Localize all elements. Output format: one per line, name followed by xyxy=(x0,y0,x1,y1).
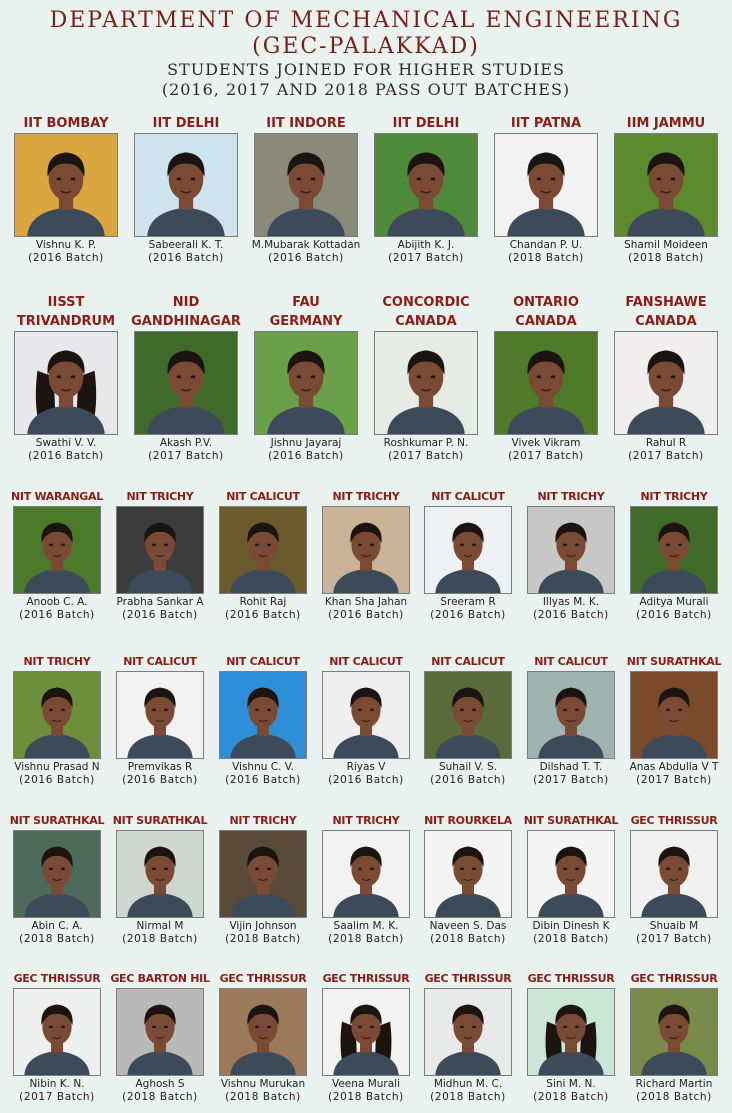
institution-label: GEC BARTON HIL xyxy=(110,972,210,985)
student-card xyxy=(126,116,246,265)
student-name: Sini M. N. xyxy=(546,1078,596,1090)
student-photo xyxy=(322,671,410,759)
student-name: Vivek Vikram xyxy=(511,437,581,449)
institution-label: NIT CALICUT xyxy=(431,655,505,668)
student-name: Vishnu Prasad N xyxy=(14,761,100,773)
student-photo xyxy=(494,331,598,435)
student-photo xyxy=(116,988,204,1076)
institution-label: NIT CALICUT xyxy=(226,490,300,503)
student-batch: (2016 Batch) xyxy=(430,609,506,621)
student-name: Sabeerali K. T. xyxy=(148,239,224,251)
student-name: Abijith K. J. xyxy=(397,239,455,251)
student-name: Riyas V xyxy=(346,761,386,773)
student-batch: (2018 Batch) xyxy=(533,1091,609,1103)
student-card xyxy=(519,655,623,787)
student-card xyxy=(5,655,109,787)
student-name: Suhail V. S. xyxy=(438,761,498,773)
institution-label: IIT INDORE xyxy=(266,116,346,131)
student-name: Nibin K. N. xyxy=(29,1078,85,1090)
student-name: Richard Martin xyxy=(635,1078,713,1090)
institution-label: NIT TRICHY xyxy=(229,814,297,827)
student-photo xyxy=(322,506,410,594)
student-card xyxy=(519,972,623,1104)
student-name: Rahul R xyxy=(645,437,687,449)
student-name: Dilshad T. T. xyxy=(539,761,603,773)
institution-label: GEC THRISSUR xyxy=(13,972,101,985)
student-card xyxy=(5,490,109,622)
student-photo xyxy=(322,830,410,918)
institution-label: NIT CALICUT xyxy=(534,655,608,668)
student-photo xyxy=(424,671,512,759)
institution-label: NIT TRICHY xyxy=(332,490,400,503)
student-batch: (2018 Batch) xyxy=(328,1091,404,1103)
student-name: Dibin Dinesh K xyxy=(532,920,610,932)
student-photo xyxy=(13,506,101,594)
student-card xyxy=(108,490,212,622)
student-batch: (2016 Batch) xyxy=(328,774,404,786)
student-name: Akash P.V. xyxy=(159,437,213,449)
institution-label: NIT TRICHY xyxy=(126,490,194,503)
student-batch: (2016 Batch) xyxy=(225,774,301,786)
student-photo xyxy=(630,506,718,594)
student-photo xyxy=(494,133,598,237)
student-photo xyxy=(14,331,118,435)
student-photo xyxy=(254,133,358,237)
institution-label: ONTARIO CANADA xyxy=(513,295,579,329)
institution-label: NIT SURATHKAL xyxy=(523,814,619,827)
student-name: Swathi V. V. xyxy=(35,437,97,449)
student-batch: (2017 Batch) xyxy=(508,450,584,462)
student-name: Premvikas R xyxy=(127,761,193,773)
institution-label: NIT TRICHY xyxy=(537,490,605,503)
student-name: Vijin Johnson xyxy=(229,920,297,932)
institution-label: NIT TRICHY xyxy=(640,490,708,503)
student-photo xyxy=(13,988,101,1076)
student-card xyxy=(606,116,726,265)
institution-label: NID GANDHINAGAR xyxy=(131,295,241,329)
student-card xyxy=(211,972,315,1104)
institution-label: NIT SURATHKAL xyxy=(112,814,208,827)
student-name: Anoob C. A. xyxy=(26,596,88,608)
institution-label: NIT SURATHKAL xyxy=(9,814,105,827)
student-batch: (2016 Batch) xyxy=(430,774,506,786)
student-card xyxy=(519,490,623,622)
student-card xyxy=(5,972,109,1104)
student-photo xyxy=(13,671,101,759)
student-batch: (2016 Batch) xyxy=(19,774,95,786)
student-photo xyxy=(424,506,512,594)
student-photo xyxy=(614,133,718,237)
institution-label: FANSHAWE CANADA xyxy=(625,295,707,329)
student-name: Nirmal M xyxy=(136,920,184,932)
student-card xyxy=(314,490,418,622)
student-batch: (2016 Batch) xyxy=(28,450,104,462)
student-name: Saalim M. K. xyxy=(333,920,399,932)
student-name: Aditya Murali xyxy=(639,596,709,608)
student-card xyxy=(314,972,418,1104)
title-line-1: DEPARTMENT OF MECHANICAL ENGINEERING xyxy=(49,8,683,33)
student-name: Aghosh S xyxy=(135,1078,185,1090)
student-batch: (2016 Batch) xyxy=(122,609,198,621)
student-card xyxy=(606,295,726,463)
institution-label: NIT CALICUT xyxy=(123,655,197,668)
student-batch: (2016 Batch) xyxy=(636,609,712,621)
student-photo xyxy=(424,830,512,918)
student-photo xyxy=(374,133,478,237)
student-card xyxy=(416,814,520,946)
student-name: Veena Murali xyxy=(331,1078,400,1090)
student-batch: (2018 Batch) xyxy=(533,933,609,945)
institution-label: GEC THRISSUR xyxy=(630,814,718,827)
student-batch: (2016 Batch) xyxy=(148,252,224,264)
student-card xyxy=(211,490,315,622)
institution-label: IIT DELHI xyxy=(152,116,220,131)
student-name: Shamil Moideen xyxy=(624,239,708,251)
student-card xyxy=(486,116,606,265)
student-card xyxy=(519,814,623,946)
institution-label: NIT CALICUT xyxy=(329,655,403,668)
student-name: Vishnu C. V. xyxy=(232,761,294,773)
student-photo xyxy=(219,506,307,594)
institution-label: IIT BOMBAY xyxy=(23,116,109,131)
student-card xyxy=(416,655,520,787)
student-card xyxy=(108,655,212,787)
student-card xyxy=(486,295,606,463)
student-card xyxy=(246,116,366,265)
student-name: Vishnu K. P. xyxy=(35,239,97,251)
student-photo xyxy=(424,988,512,1076)
institution-label: CONCORDIC CANADA xyxy=(382,295,470,329)
student-batch: (2016 Batch) xyxy=(268,450,344,462)
student-batch: (2017 Batch) xyxy=(636,933,712,945)
student-batch: (2018 Batch) xyxy=(19,933,95,945)
student-card xyxy=(622,972,726,1104)
institution-label: NIT CALICUT xyxy=(226,655,300,668)
institution-label: NIT WARANGAL xyxy=(11,490,103,503)
title-line-2: (GEC-PALAKKAD) xyxy=(252,34,480,59)
student-name: Shuaib M xyxy=(649,920,699,932)
student-name: Prabha Sankar A xyxy=(116,596,204,608)
student-photo xyxy=(134,133,238,237)
student-photo xyxy=(527,988,615,1076)
subtitle-line-2: (2016, 2017 AND 2018 PASS OUT BATCHES) xyxy=(161,80,571,99)
student-photo xyxy=(134,331,238,435)
student-photo xyxy=(116,830,204,918)
institution-label: IISST TRIVANDRUM xyxy=(16,295,116,329)
student-card xyxy=(622,655,726,787)
institution-label: FAU GERMANY xyxy=(269,295,343,329)
institution-label: GEC THRISSUR xyxy=(219,972,307,985)
student-name: Chandan P. U. xyxy=(509,239,583,251)
student-batch: (2018 Batch) xyxy=(636,1091,712,1103)
student-name: Illyas M. K. xyxy=(542,596,600,608)
student-batch: (2016 Batch) xyxy=(533,609,609,621)
institution-label: GEC THRISSUR xyxy=(424,972,512,985)
subtitle-line-1: STUDENTS JOINED FOR HIGHER STUDIES xyxy=(167,60,565,79)
student-batch: (2016 Batch) xyxy=(28,252,104,264)
student-photo xyxy=(614,331,718,435)
institution-label: IIT DELHI xyxy=(392,116,460,131)
student-batch: (2016 Batch) xyxy=(19,609,95,621)
student-name: Rohit Raj xyxy=(239,596,287,608)
student-batch: (2017 Batch) xyxy=(388,252,464,264)
student-photo xyxy=(13,830,101,918)
student-card xyxy=(416,490,520,622)
student-batch: (2018 Batch) xyxy=(122,933,198,945)
student-photo xyxy=(374,331,478,435)
student-photo xyxy=(322,988,410,1076)
student-name: Sreeram R xyxy=(440,596,496,608)
student-name: Anas Abdulla V T xyxy=(629,761,719,773)
student-batch: (2016 Batch) xyxy=(268,252,344,264)
student-card xyxy=(6,295,126,463)
institution-label: IIT PATNA xyxy=(510,116,582,131)
student-batch: (2017 Batch) xyxy=(148,450,224,462)
student-photo xyxy=(219,830,307,918)
student-batch: (2017 Batch) xyxy=(19,1091,95,1103)
institution-label: GEC THRISSUR xyxy=(322,972,410,985)
student-photo xyxy=(254,331,358,435)
student-photo xyxy=(630,988,718,1076)
institution-label: NIT CALICUT xyxy=(431,490,505,503)
student-name: Naveen S. Das xyxy=(429,920,507,932)
student-card xyxy=(366,116,486,265)
institution-label: IIM JAMMU xyxy=(626,116,706,131)
student-batch: (2018 Batch) xyxy=(628,252,704,264)
student-photo xyxy=(14,133,118,237)
student-card xyxy=(366,295,486,463)
student-name: Roshkumar P. N. xyxy=(383,437,469,449)
student-card xyxy=(416,972,520,1104)
student-card xyxy=(211,655,315,787)
student-batch: (2016 Batch) xyxy=(122,774,198,786)
student-photo xyxy=(527,830,615,918)
student-photo xyxy=(116,671,204,759)
student-batch: (2018 Batch) xyxy=(430,1091,506,1103)
student-card xyxy=(314,655,418,787)
institution-label: NIT ROURKELA xyxy=(424,814,512,827)
student-photo xyxy=(219,988,307,1076)
student-batch: (2018 Batch) xyxy=(122,1091,198,1103)
student-card xyxy=(211,814,315,946)
student-card xyxy=(6,116,126,265)
student-card xyxy=(108,972,212,1104)
student-batch: (2017 Batch) xyxy=(636,774,712,786)
student-batch: (2017 Batch) xyxy=(388,450,464,462)
student-name: Vishnu Murukan xyxy=(220,1078,306,1090)
institution-label: NIT SURATHKAL xyxy=(626,655,722,668)
student-name: Khan Sha Jahan xyxy=(324,596,408,608)
student-batch: (2018 Batch) xyxy=(508,252,584,264)
student-name: Jishnu Jayaraj xyxy=(270,437,342,449)
student-batch: (2017 Batch) xyxy=(628,450,704,462)
student-card xyxy=(314,814,418,946)
poster-header xyxy=(0,8,732,100)
student-card xyxy=(622,490,726,622)
student-name: Midhun M. C. xyxy=(433,1078,503,1090)
student-batch: (2018 Batch) xyxy=(225,933,301,945)
institution-label: GEC THRISSUR xyxy=(527,972,615,985)
institution-label: NIT TRICHY xyxy=(23,655,91,668)
institution-label: NIT TRICHY xyxy=(332,814,400,827)
student-photo xyxy=(527,506,615,594)
student-batch: (2018 Batch) xyxy=(430,933,506,945)
student-photo xyxy=(219,671,307,759)
student-batch: (2016 Batch) xyxy=(225,609,301,621)
student-card xyxy=(246,295,366,463)
student-batch: (2016 Batch) xyxy=(328,609,404,621)
student-batch: (2018 Batch) xyxy=(328,933,404,945)
student-name: Abin C. A. xyxy=(31,920,83,932)
student-photo xyxy=(630,830,718,918)
student-photo xyxy=(527,671,615,759)
institution-label: GEC THRISSUR xyxy=(630,972,718,985)
student-card xyxy=(5,814,109,946)
student-name: M.Mubarak Kottadan xyxy=(251,239,361,251)
student-card xyxy=(126,295,246,463)
student-card xyxy=(622,814,726,946)
student-batch: (2017 Batch) xyxy=(533,774,609,786)
student-photo xyxy=(630,671,718,759)
student-card xyxy=(108,814,212,946)
student-photo xyxy=(116,506,204,594)
student-batch: (2018 Batch) xyxy=(225,1091,301,1103)
